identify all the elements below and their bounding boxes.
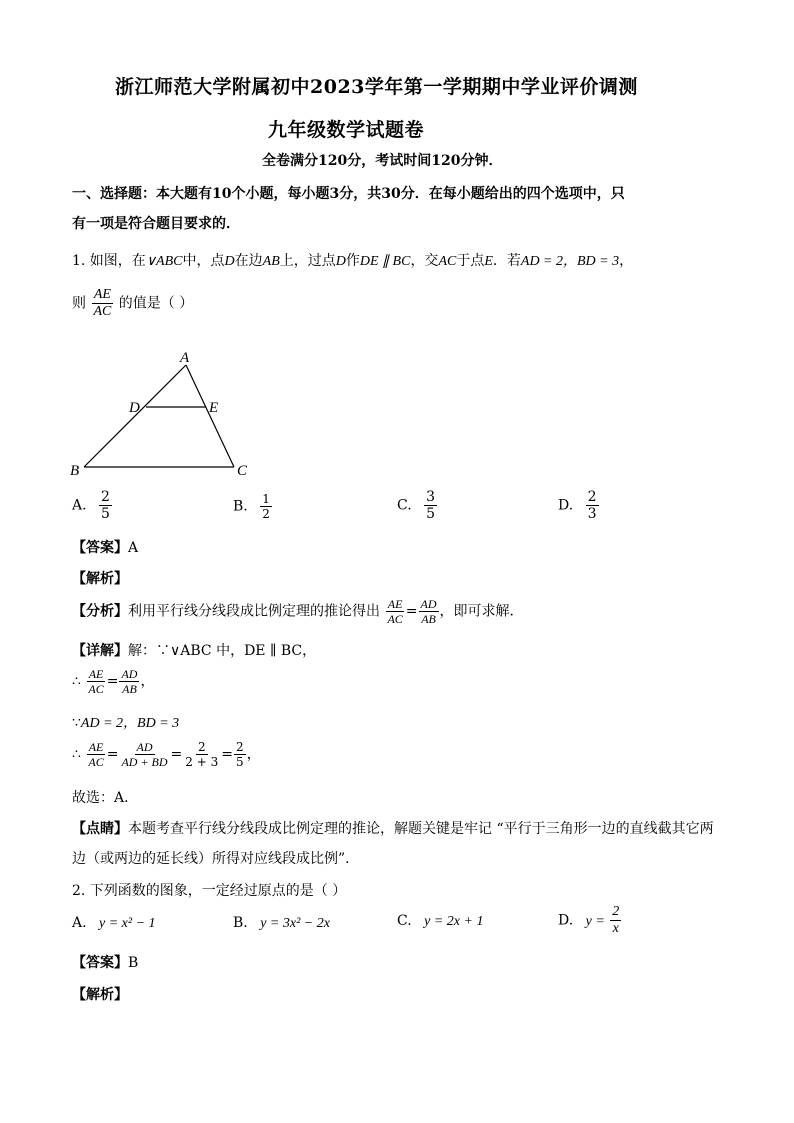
q2-answer: 【答案】B <box>72 955 139 971</box>
q2-stem: 2. 下列函数的图象，一定经过原点的是（ ） <box>72 883 347 899</box>
q1-analysis-tag: 【解析】 <box>72 571 128 587</box>
q1-fenxi: 【分析】利用平行线分线段成比例定理的推论得出 $\frac{AE}{AC}$ = $\frac{AD}{AB}$ ，即可求解． <box>72 597 524 626</box>
label-b: B <box>70 463 80 479</box>
q1-dianjing-line2: 边（或两边的延长线）所得对应线段成比例”． <box>72 851 360 867</box>
q1-answer: 【答案】A <box>72 540 139 556</box>
triangle-figure <box>62 345 262 480</box>
q1-ratio-fraction: $\frac{AE}{AC}$ <box>93 287 112 319</box>
page-subtitle: 九年级数学试题卷 <box>268 119 425 141</box>
q2-option-a[interactable]: A. y = x² − 1 <box>72 915 156 931</box>
q2-analysis-tag: 【解析】 <box>72 987 128 1003</box>
q2-option-b[interactable]: B. y = 3x² − 2x <box>233 915 330 931</box>
side-ab <box>84 365 186 467</box>
q1-option-d[interactable]: D. $\frac{2}{3}$ <box>558 489 597 522</box>
q1-dianjing-line1: 【点睛】本题考查平行线分线段成比例定理的推论，解题关键是牢记 “平行于三角形一边的直线截其它两 <box>72 821 714 837</box>
q1-option-b[interactable]: B. $\frac{1}{2}$ <box>233 492 270 521</box>
section-heading-line2: 有一项是符合题目要求的． <box>72 216 240 232</box>
q2-option-d[interactable]: D. y = $\frac{2}{x}$ <box>558 904 620 936</box>
section-heading-line1: 一、选择题：本大题有10个小题，每小题3分，共30分．在每小题给出的四个选项中，只 <box>72 186 625 202</box>
label-e: E <box>209 400 219 416</box>
q1-option-c[interactable]: C. $\frac{3}{5}$ <box>397 489 436 522</box>
q1-detail: 【详解】解：∵∨ABC 中，DE ∥ BC， <box>72 643 317 659</box>
q1-step2: ∵AD = 2，BD = 3 <box>72 715 180 731</box>
label-a: A <box>180 350 190 366</box>
q1-step1: ∴ $\frac{AE}{AC}$ = $\frac{AD}{AB}$ ， <box>72 667 155 696</box>
exam-note: 全卷满分120分，考试时间120分钟． <box>262 153 503 169</box>
q2-option-c[interactable]: C. y = 2x + 1 <box>397 913 484 929</box>
label-d: D <box>129 400 140 416</box>
q1-choose: 故选：A． <box>72 790 139 806</box>
q1-stem: 1. 如图，在∨ABC中，点D在边AB上，过点D作DE ∥ BC，交AC于点E．若AD = 2，BD = 3， <box>72 253 634 269</box>
side-ac <box>186 365 234 467</box>
label-c: C <box>237 463 248 479</box>
q1-step3: ∴ $\frac{AE}{AC}$ = $\frac{AD}{AD + BD}$ = $\frac{2}{2 + 3}$ = $\frac{2}{5}$ ， <box>72 740 261 769</box>
page-title: 浙江师范大学附属初中2023学年第一学期期中学业评价调测 <box>115 76 638 98</box>
q1-option-a[interactable]: A. $\frac{2}{5}$ <box>72 489 110 522</box>
q1-question: 则 $\frac{AE}{AC}$ 的值是（ ） <box>72 287 194 319</box>
